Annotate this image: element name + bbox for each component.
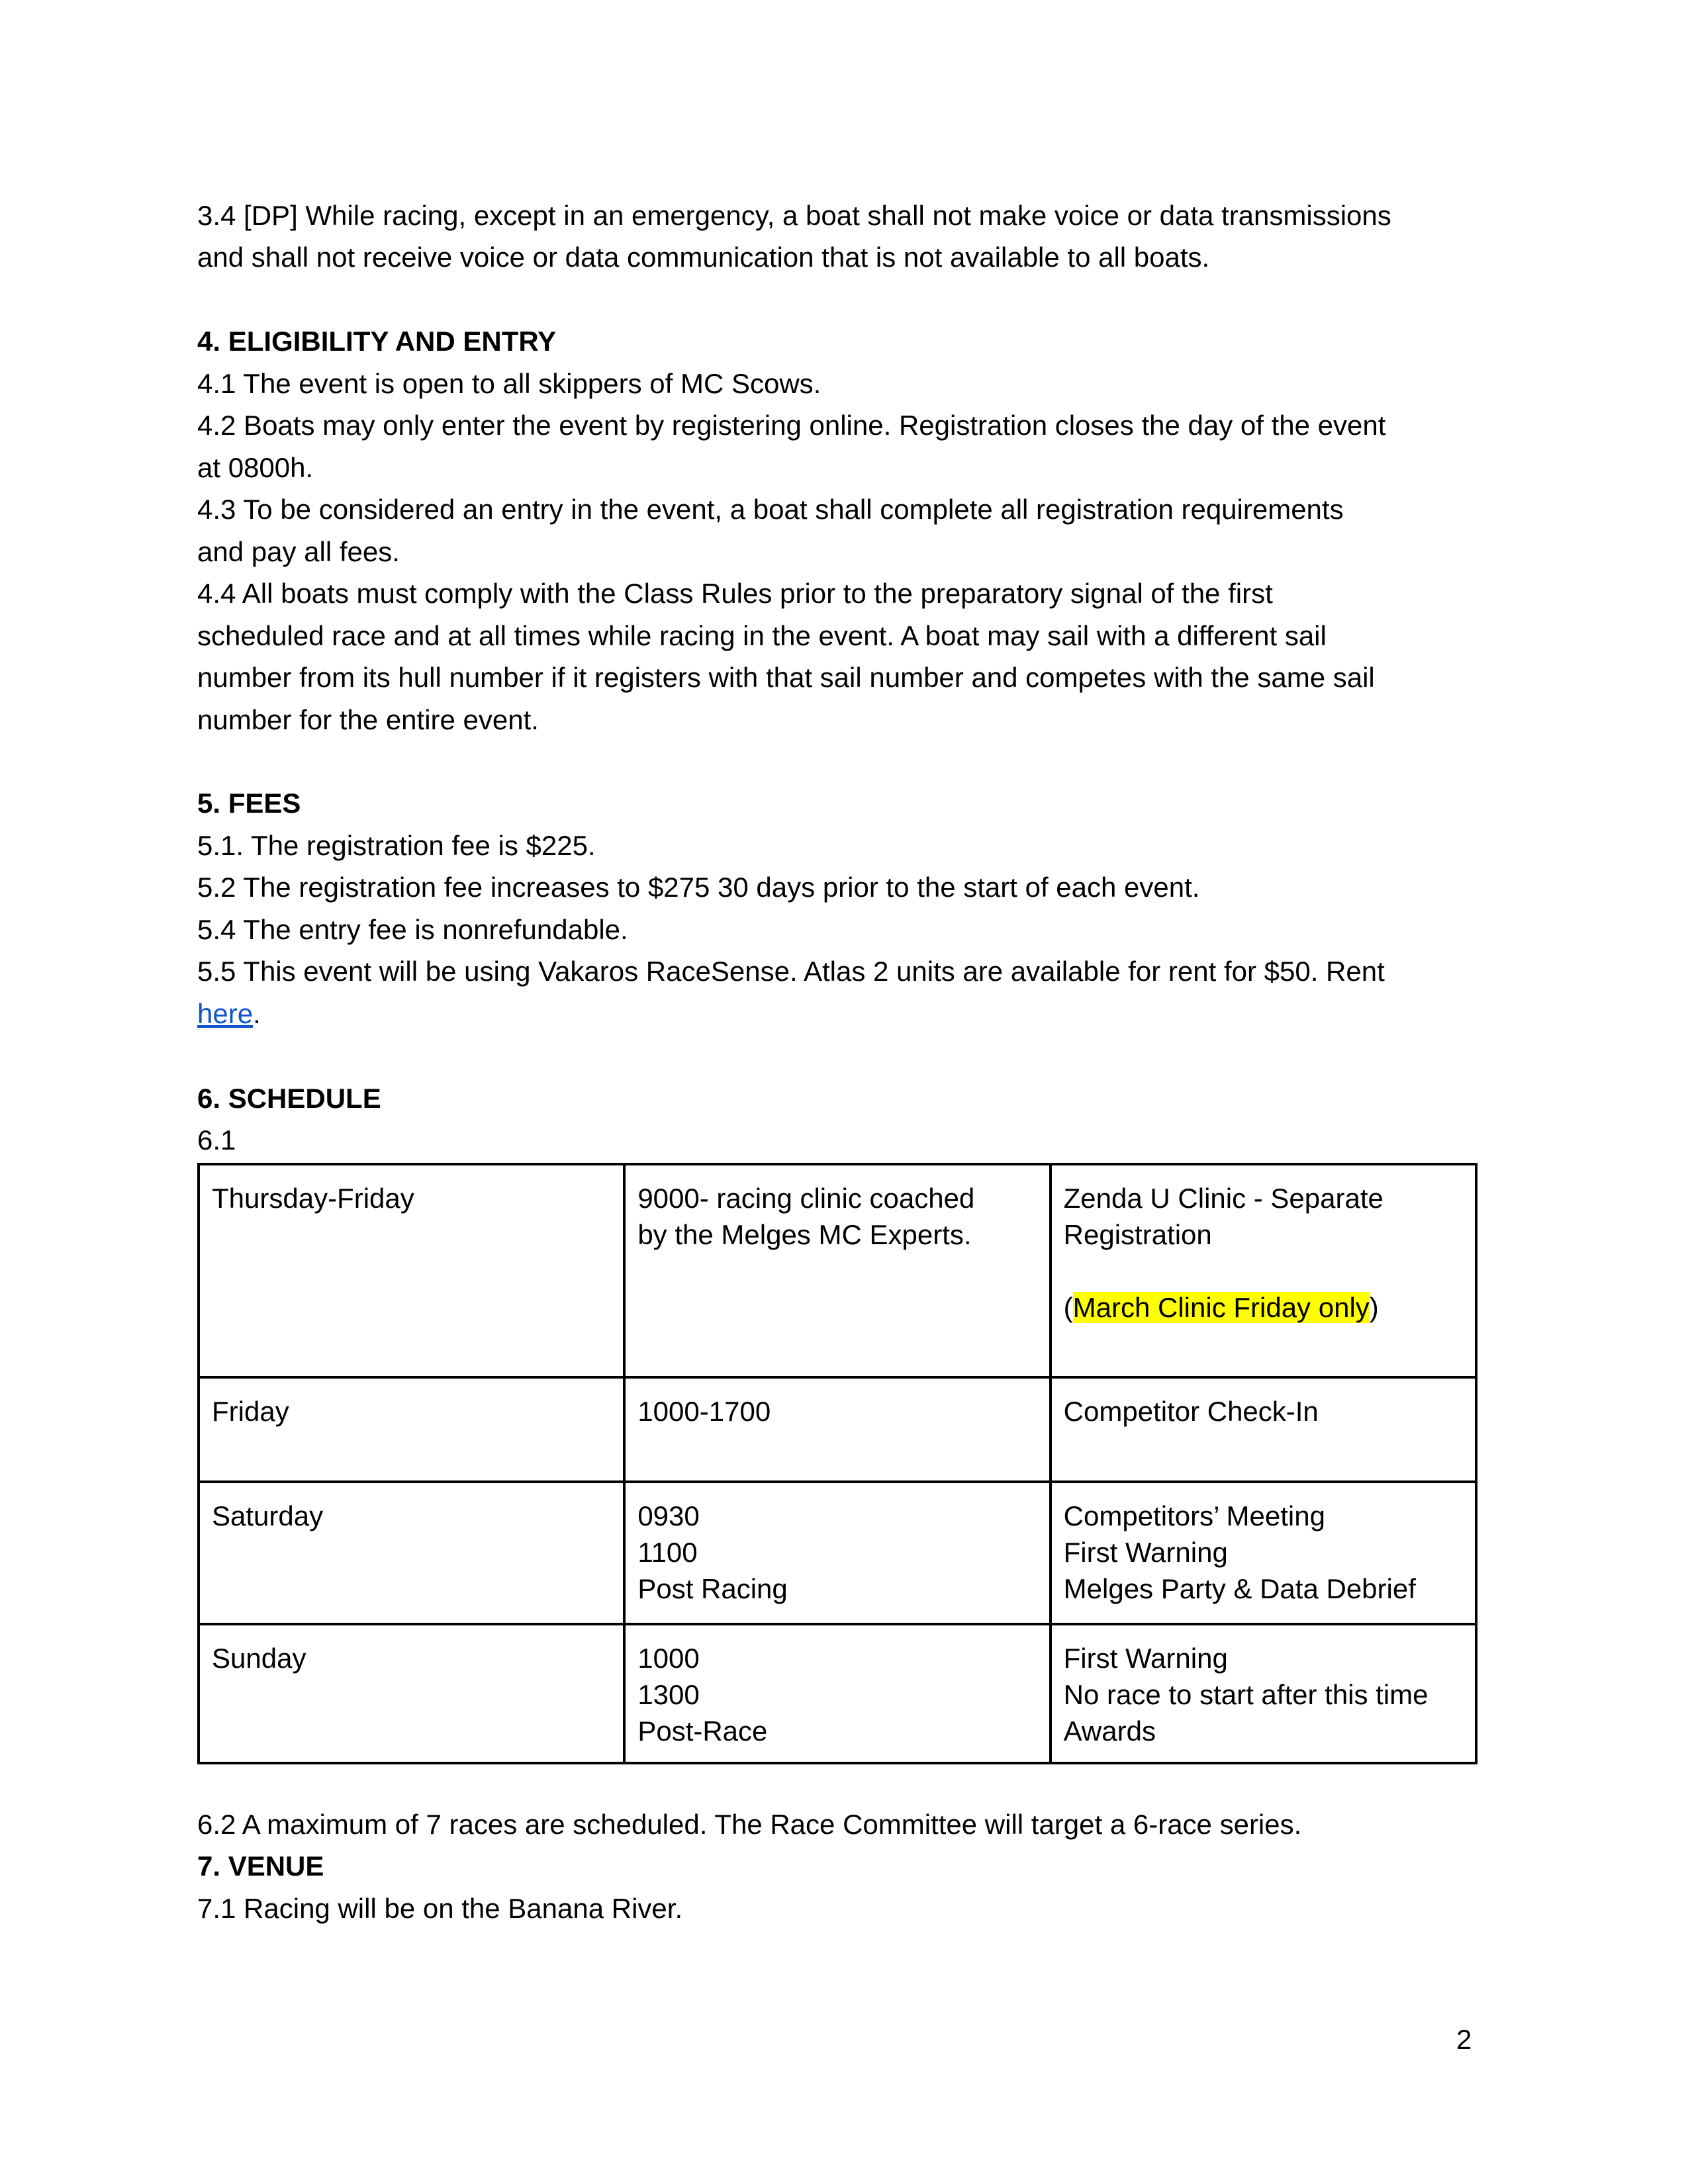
cell-events: Competitor Check-In <box>1051 1377 1476 1482</box>
para-5-2: 5.2 The registration fee increases to $275 30 days prior to the start of each event. <box>197 872 1200 903</box>
para-6-1: 6.1 <box>197 1124 236 1156</box>
para-4-2-line2: at 0800h. <box>197 452 314 483</box>
para-5-1: 5.1. The registration fee is $225. <box>197 830 596 861</box>
cell-events: Zenda U Clinic - Separate Registration (March Clinic Friday only) <box>1051 1164 1476 1377</box>
heading-venue: 7. VENUE <box>197 1850 324 1882</box>
para-5-4: 5.4 The entry fee is nonrefundable. <box>197 914 628 945</box>
heading-schedule: 6. SCHEDULE <box>197 1083 381 1114</box>
table-row <box>199 1377 1476 1482</box>
cell-day: Friday <box>199 1377 624 1482</box>
cell-times: 1000-1700 <box>624 1377 1050 1482</box>
cell-day: Saturday <box>199 1482 624 1624</box>
table-row <box>199 1164 1476 1377</box>
table-row <box>199 1624 1476 1763</box>
heading-fees: 5. FEES <box>197 788 301 819</box>
cell-times: 1000 1300 Post-Race <box>624 1624 1050 1763</box>
para-7-1: 7.1 Racing will be on the Banana River. <box>197 1893 683 1924</box>
para-3-4-line2: and shall not receive voice or data communication that is not available to all boats. <box>197 242 1210 273</box>
schedule-table <box>197 1163 1477 1764</box>
cell-events: First Warning No race to start after this time Awards <box>1051 1624 1476 1763</box>
cell-times: 9000- racing clinic coached by the Melges MC Experts. <box>624 1164 1050 1377</box>
para-5-5-cont <box>197 993 1495 1035</box>
cell-day: Thursday-Friday <box>199 1164 624 1377</box>
period: . <box>253 998 261 1029</box>
para-6-2: 6.2 A maximum of 7 races are scheduled. The Race Committee will target a 6-race series. <box>197 1809 1302 1840</box>
para-4-4-line2: scheduled race and at all times while racing in the event. A boat may sail with a different sail <box>197 620 1327 651</box>
rent-here-link[interactable]: here <box>197 998 254 1029</box>
highlighted-note: March Clinic Friday only <box>1072 1292 1370 1323</box>
para-4-3-line1: 4.3 To be considered an entry in the event, a boat shall complete all registration requirements <box>197 494 1344 525</box>
cell-events: Competitors’ Meeting First Warning Melges Party & Data Debrief <box>1051 1482 1476 1624</box>
para-4-1: 4.1 The event is open to all skippers of MC Scows. <box>197 368 821 399</box>
para-4-4-line4: number for the entire event. <box>197 704 539 735</box>
para-4-4-line3: number from its hull number if it registers with that sail number and competes with the same sail <box>197 662 1375 693</box>
para-3-4-line1: 3.4 [DP] While racing, except in an emergency, a boat shall not make voice or data transmissions <box>197 200 1391 231</box>
cell-day: Sunday <box>199 1624 624 1763</box>
para-5-5: 5.5 This event will be using Vakaros RaceSense. Atlas 2 units are available for rent for $50. Rent <box>197 956 1385 987</box>
page-number: 2 <box>1456 2024 1472 2055</box>
table-row <box>199 1482 1476 1624</box>
cell-times: 0930 1100 Post Racing <box>624 1482 1050 1624</box>
para-4-4-line1: 4.4 All boats must comply with the Class Rules prior to the preparatory signal of the first <box>197 578 1273 609</box>
heading-eligibility: 4. ELIGIBILITY AND ENTRY <box>197 326 557 357</box>
para-4-3-line2: and pay all fees. <box>197 536 400 567</box>
para-4-2-line1: 4.2 Boats may only enter the event by registering online. Registration closes the day of the event <box>197 410 1386 441</box>
